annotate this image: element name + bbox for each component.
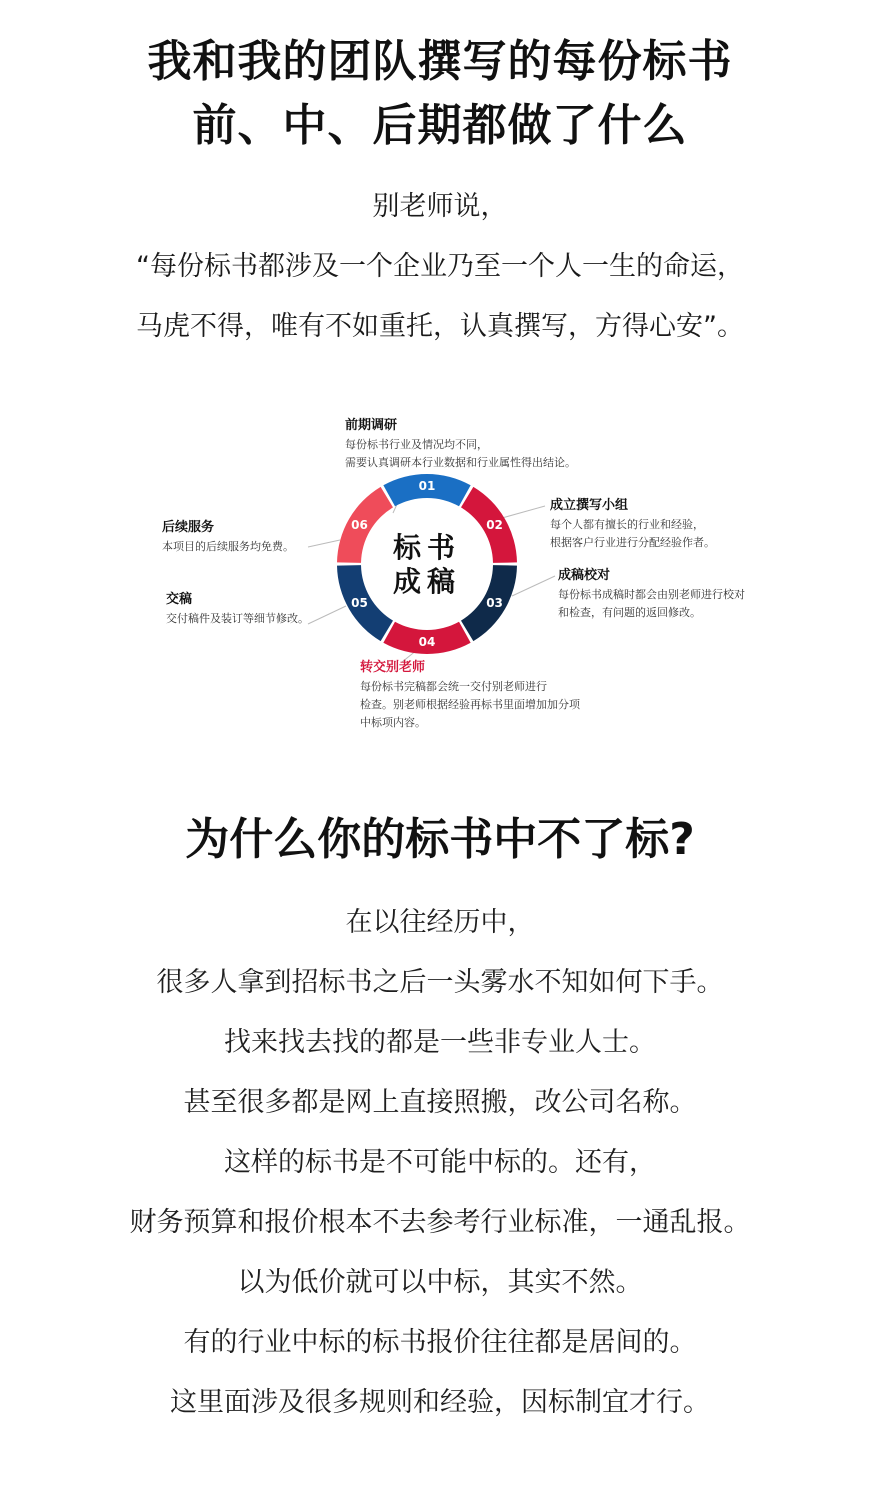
step-04-label xyxy=(360,658,580,732)
step-desc: 和检查，有问题的返回修改。 xyxy=(558,606,701,619)
segment-number-04: 04 xyxy=(418,635,436,649)
step-title: 转交别老师 xyxy=(360,660,426,675)
ring-center xyxy=(375,512,479,616)
intro-line: 别老师说， xyxy=(372,191,508,222)
segment-number-05: 05 xyxy=(351,596,368,610)
step-02-label xyxy=(550,496,715,552)
step-desc: 每个人都有擅长的行业和经验， xyxy=(550,518,704,531)
reason-line: 这样的标书是不可能中标的。还有， xyxy=(224,1147,656,1178)
reason-line: 这里面涉及很多规则和经验，因标制宜才行。 xyxy=(170,1387,710,1418)
reason-line: 找来找去找的都是一些非专业人士。 xyxy=(224,1027,656,1058)
process-diagram xyxy=(150,410,790,750)
step-desc: 每份标书成稿时都会由别老师进行校对 xyxy=(558,588,745,601)
step-title: 后续服务 xyxy=(162,520,215,535)
step-desc: 需要认真调研本行业数据和行业属性得出结论。 xyxy=(345,456,576,469)
intro-line: “每份标书都涉及一个企业乃至一个人一生的命运， xyxy=(136,251,744,282)
leader-line xyxy=(502,506,545,518)
reason-line: 很多人拿到招标书之后一头雾水不知如何下手。 xyxy=(156,967,724,998)
step-desc: 检查。别老师根据经验再标书里面增加加分项 xyxy=(360,698,580,711)
intro-line: 马虎不得，唯有不如重托，认真撰写，方得心安”。 xyxy=(136,311,744,342)
step-05-label xyxy=(166,590,309,628)
page-title-line1: 我和我的团队撰写的每份标书 xyxy=(147,36,733,87)
segment-number-01: 01 xyxy=(418,479,436,493)
segment-number-02: 02 xyxy=(486,518,503,532)
reason-line: 在以往经历中， xyxy=(345,907,535,938)
step-title: 成稿校对 xyxy=(558,568,611,583)
step-desc: 交付稿件及装订等细节修改。 xyxy=(166,612,309,625)
step-title: 交稿 xyxy=(166,592,193,607)
page-title-line2: 前、中、后期都做了什么 xyxy=(192,100,688,151)
segment-number-03: 03 xyxy=(486,596,503,610)
step-title: 成立撰写小组 xyxy=(550,498,629,513)
step-title: 前期调研 xyxy=(345,418,398,433)
section-title: 为什么你的标书中不了标? xyxy=(185,814,695,865)
reason-line: 有的行业中标的标书报价往往都是居间的。 xyxy=(183,1327,697,1358)
step-desc: 本项目的后续服务均免费。 xyxy=(162,540,294,553)
reason-line: 财务预算和报价根本不去参考行业标准，一通乱报。 xyxy=(129,1207,751,1238)
step-01-label xyxy=(345,416,576,472)
step-06-label xyxy=(162,518,294,556)
segment-number-06: 06 xyxy=(351,518,368,532)
step-desc: 根据客户行业进行分配经验作者。 xyxy=(550,536,715,549)
reason-line: 以为低价就可以中标，其实不然。 xyxy=(237,1267,643,1298)
step-03-label xyxy=(558,566,745,622)
leader-line xyxy=(308,540,340,547)
center-text-line1: 标书 xyxy=(392,531,462,564)
step-desc: 中标项内容。 xyxy=(360,716,426,729)
center-text-line2: 成稿 xyxy=(392,565,462,598)
reason-line: 甚至很多都是网上直接照搬，改公司名称。 xyxy=(183,1087,697,1118)
leader-line xyxy=(308,606,346,624)
step-desc: 每份标书完稿都会统一交付别老师进行 xyxy=(360,680,547,693)
leader-line xyxy=(512,576,555,596)
step-desc: 每份标书行业及情况均不同， xyxy=(345,438,488,451)
